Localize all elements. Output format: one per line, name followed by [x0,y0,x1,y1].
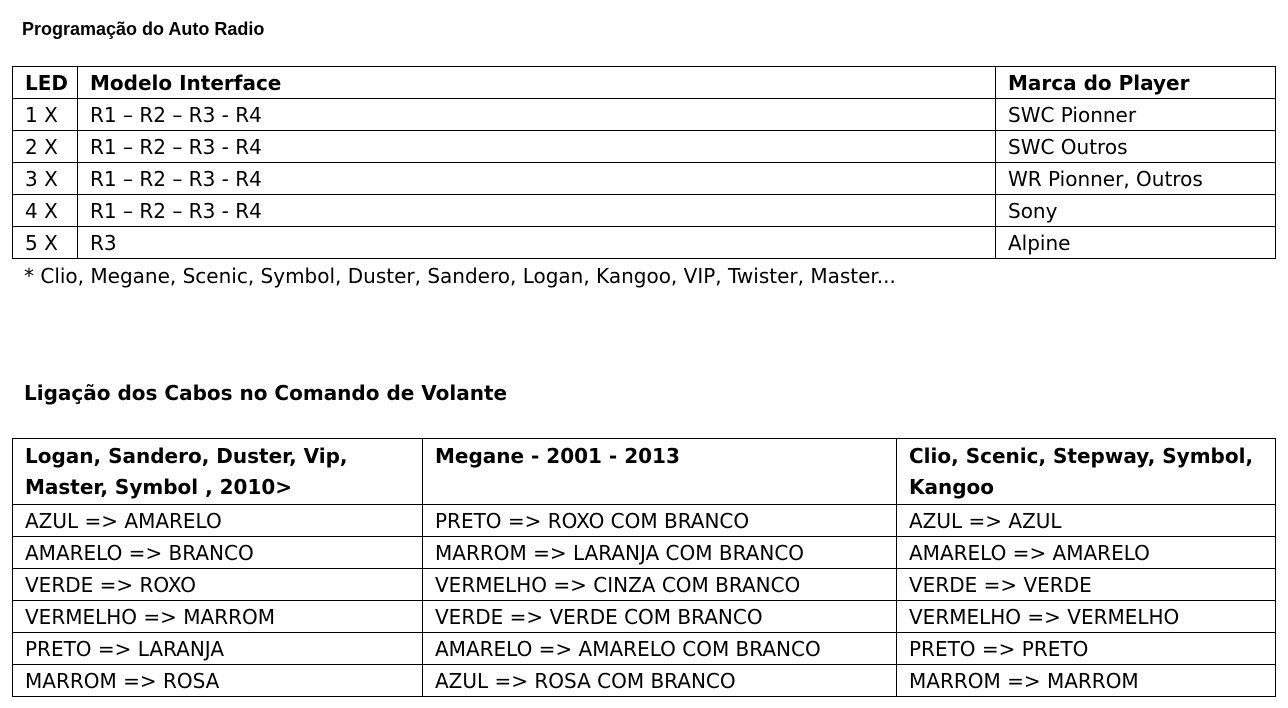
table-row [13,633,1276,665]
led-cell: 4 X [13,195,78,227]
table-row [13,163,1276,195]
header-clio-group: Clio, Scenic, Stepway, Symbol, Kangoo [897,439,1276,505]
vehicle-list-note: * Clio, Megane, Scenic, Symbol, Duster, Sandero, Logan, Kangoo, VIP, Twister, Master... [24,264,896,288]
section-title: Ligação dos Cabos no Comando de Volante [24,381,508,405]
player-cell: SWC Outros [996,131,1276,163]
led-cell: 1 X [13,99,78,131]
clio-wire-cell: VERMELHO => VERMELHO [897,601,1276,633]
player-cell: Alpine [996,227,1276,259]
megane-wire-cell: AZUL => ROSA COM BRANCO [423,665,897,697]
led-cell: 5 X [13,227,78,259]
clio-wire-cell: AMARELO => AMARELO [897,537,1276,569]
clio-wire-cell: AZUL => AZUL [897,505,1276,537]
megane-wire-cell: PRETO => ROXO COM BRANCO [423,505,897,537]
table-row [13,537,1276,569]
clio-wire-cell: PRETO => PRETO [897,633,1276,665]
header-modelo-interface: Modelo Interface [78,67,996,99]
table-row [13,195,1276,227]
led-cell: 3 X [13,163,78,195]
logan-wire-cell: VERDE => ROXO [13,569,423,601]
clio-wire-cell: MARROM => MARROM [897,665,1276,697]
led-cell: 2 X [13,131,78,163]
logan-wire-cell: AMARELO => BRANCO [13,537,423,569]
header-marca-player: Marca do Player [996,67,1276,99]
table-row [13,569,1276,601]
logan-wire-cell: VERMELHO => MARROM [13,601,423,633]
table-row [13,505,1276,537]
interface-cell: R1 – R2 – R3 - R4 [78,195,996,227]
document-title: Programação do Auto Radio [22,19,265,39]
wire-connection-table [12,438,1276,697]
interface-cell: R1 – R2 – R3 - R4 [78,99,996,131]
header-led: LED [13,67,78,99]
header-logan-group: Logan, Sandero, Duster, Vip, Master, Symbol , 2010> [13,439,423,505]
table-row [13,131,1276,163]
megane-wire-cell: MARROM => LARANJA COM BRANCO [423,537,897,569]
megane-wire-cell: VERDE => VERDE COM BRANCO [423,601,897,633]
table-header-row [13,439,1276,505]
player-cell: SWC Pionner [996,99,1276,131]
header-megane-group: Megane - 2001 - 2013 [423,439,897,505]
table-row [13,227,1276,259]
table-header-row [13,67,1276,99]
table-row [13,601,1276,633]
interface-cell: R1 – R2 – R3 - R4 [78,131,996,163]
logan-wire-cell: MARROM => ROSA [13,665,423,697]
table-row [13,665,1276,697]
clio-wire-cell: VERDE => VERDE [897,569,1276,601]
logan-wire-cell: PRETO => LARANJA [13,633,423,665]
table-row [13,99,1276,131]
led-programming-table [12,66,1276,259]
interface-cell: R3 [78,227,996,259]
player-cell: WR Pionner, Outros [996,163,1276,195]
megane-wire-cell: VERMELHO => CINZA COM BRANCO [423,569,897,601]
megane-wire-cell: AMARELO => AMARELO COM BRANCO [423,633,897,665]
player-cell: Sony [996,195,1276,227]
interface-cell: R1 – R2 – R3 - R4 [78,163,996,195]
logan-wire-cell: AZUL => AMARELO [13,505,423,537]
